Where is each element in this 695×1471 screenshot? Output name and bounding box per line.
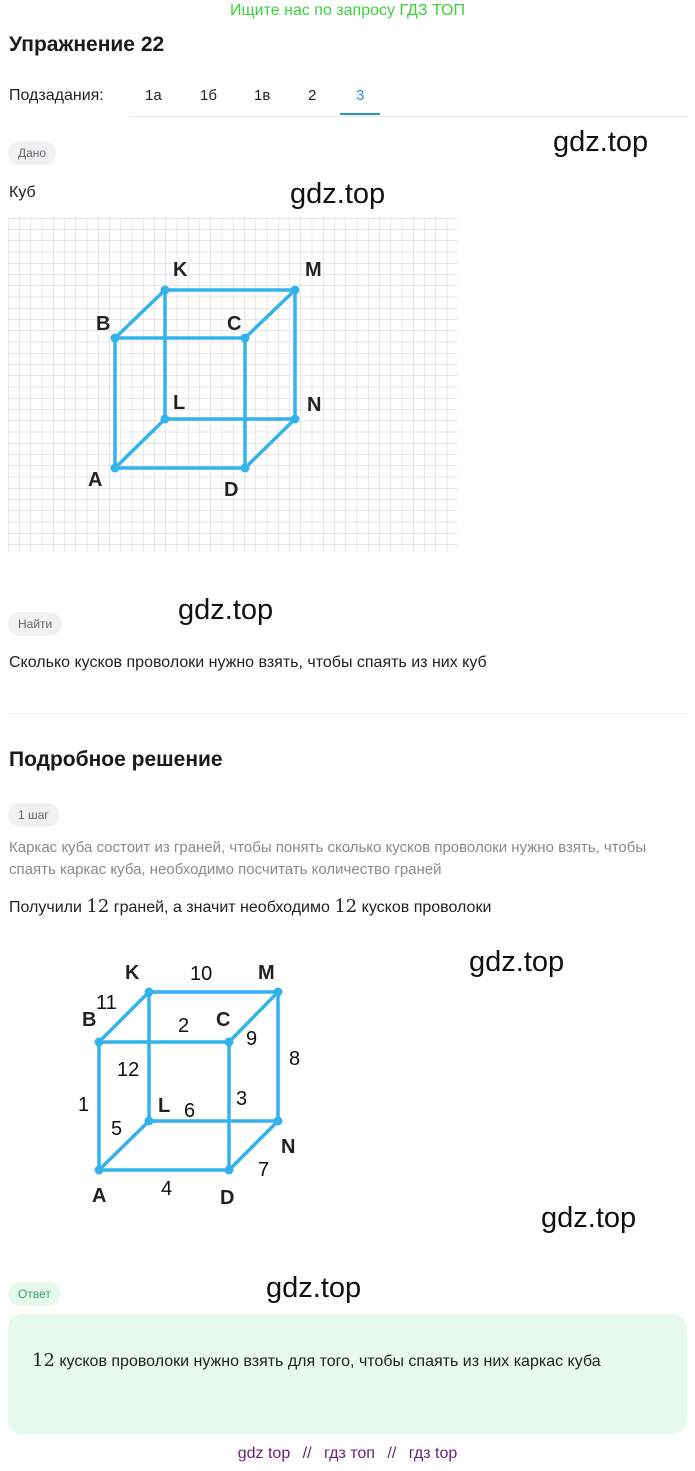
tab-3[interactable]: 3 [356,87,365,104]
edge-number-6: 6 [184,1100,196,1122]
answer-box [8,1314,687,1434]
cube-figure-grid [8,218,458,552]
watermark: gdz.top [553,126,649,158]
edge-number-11: 11 [96,992,117,1014]
footer-links [0,1445,695,1463]
footer-separator: // [387,1445,397,1462]
step-result: Получили 12 граней, а значит необходимо 12 кусков проволоки [9,896,492,917]
active-tab-indicator [340,113,380,115]
tab-1v[interactable]: 1в [254,87,271,104]
tab-2[interactable]: 2 [308,87,317,104]
edge-number-8: 8 [289,1048,301,1070]
page-title: Упражнение 22 [9,33,165,56]
vertex-label-d: D [220,1187,235,1209]
given-badge: Дано [8,141,56,165]
vertex-label-b: B [82,1009,97,1031]
watermark: gdz.top [541,1202,637,1234]
edge-number-3: 3 [236,1088,248,1110]
solution-heading: Подробное решение [9,748,223,771]
answer-text: 12 кусков проволоки нужно взять для того, чтобы спаять из них каркас куба [32,1350,601,1371]
edge-number-12: 12 [117,1059,140,1081]
vertex-label-a: A [92,1185,107,1207]
vertex-label-c: C [216,1009,231,1031]
section-divider [8,713,687,714]
vertex-label-l: L [158,1095,171,1117]
edge-number-5: 5 [111,1118,123,1140]
vertex-label-n: N [307,394,322,416]
vertex-label-d: D [224,479,239,501]
watermark: gdz.top [290,178,386,210]
vertex-label-c: C [227,313,242,335]
footer-separator: // [302,1445,312,1462]
edge-number-4: 4 [161,1178,173,1200]
vertex-label-a: A [88,469,103,491]
grid-paper [8,218,458,552]
vertex-label-n: N [281,1136,296,1158]
subtasks-label: Подзадания: [9,87,104,104]
edge-number-10: 10 [190,963,213,985]
edge-number-7: 7 [258,1159,270,1181]
step-explanation: Каркас куба состоит из граней, чтобы понять сколько кусков проволоки нужно взять, чтобы спаять каркас куба, необходимо посчитать количество граней [9,839,647,878]
tab-1a[interactable]: 1а [145,87,162,104]
watermark: gdz.top [266,1272,362,1304]
promo-banner: Ищите нас по запросу ГДЗ ТОП [230,2,465,19]
given-text: Куб [9,184,36,201]
watermark: gdz.top [469,946,565,978]
subtasks-tabbar [130,75,687,117]
vertex-label-l: L [173,392,186,414]
tab-1b[interactable]: 1б [200,87,217,104]
vertex-label-k: K [173,259,188,281]
find-text: Сколько кусков проволоки нужно взять, чтобы спаять из них куб [9,654,487,671]
vertex-label-m: M [258,962,275,984]
footer-link-3[interactable]: гдз top [408,1445,458,1462]
answer-badge: Ответ [8,1282,61,1306]
watermark: gdz.top [178,594,274,626]
edge-number-1: 1 [78,1094,90,1116]
vertex-label-k: K [125,962,140,984]
edge-number-9: 9 [246,1028,258,1050]
cube-figure-numbered [60,950,350,1220]
step-badge: 1 шаг [8,803,59,827]
footer-link-2[interactable]: гдз топ [324,1445,375,1462]
find-badge: Найти [8,612,62,636]
vertex-label-m: M [305,259,322,281]
edge-number-2: 2 [178,1015,190,1037]
vertex-label-b: B [96,313,111,335]
footer-link-1[interactable]: gdz top [237,1445,291,1462]
